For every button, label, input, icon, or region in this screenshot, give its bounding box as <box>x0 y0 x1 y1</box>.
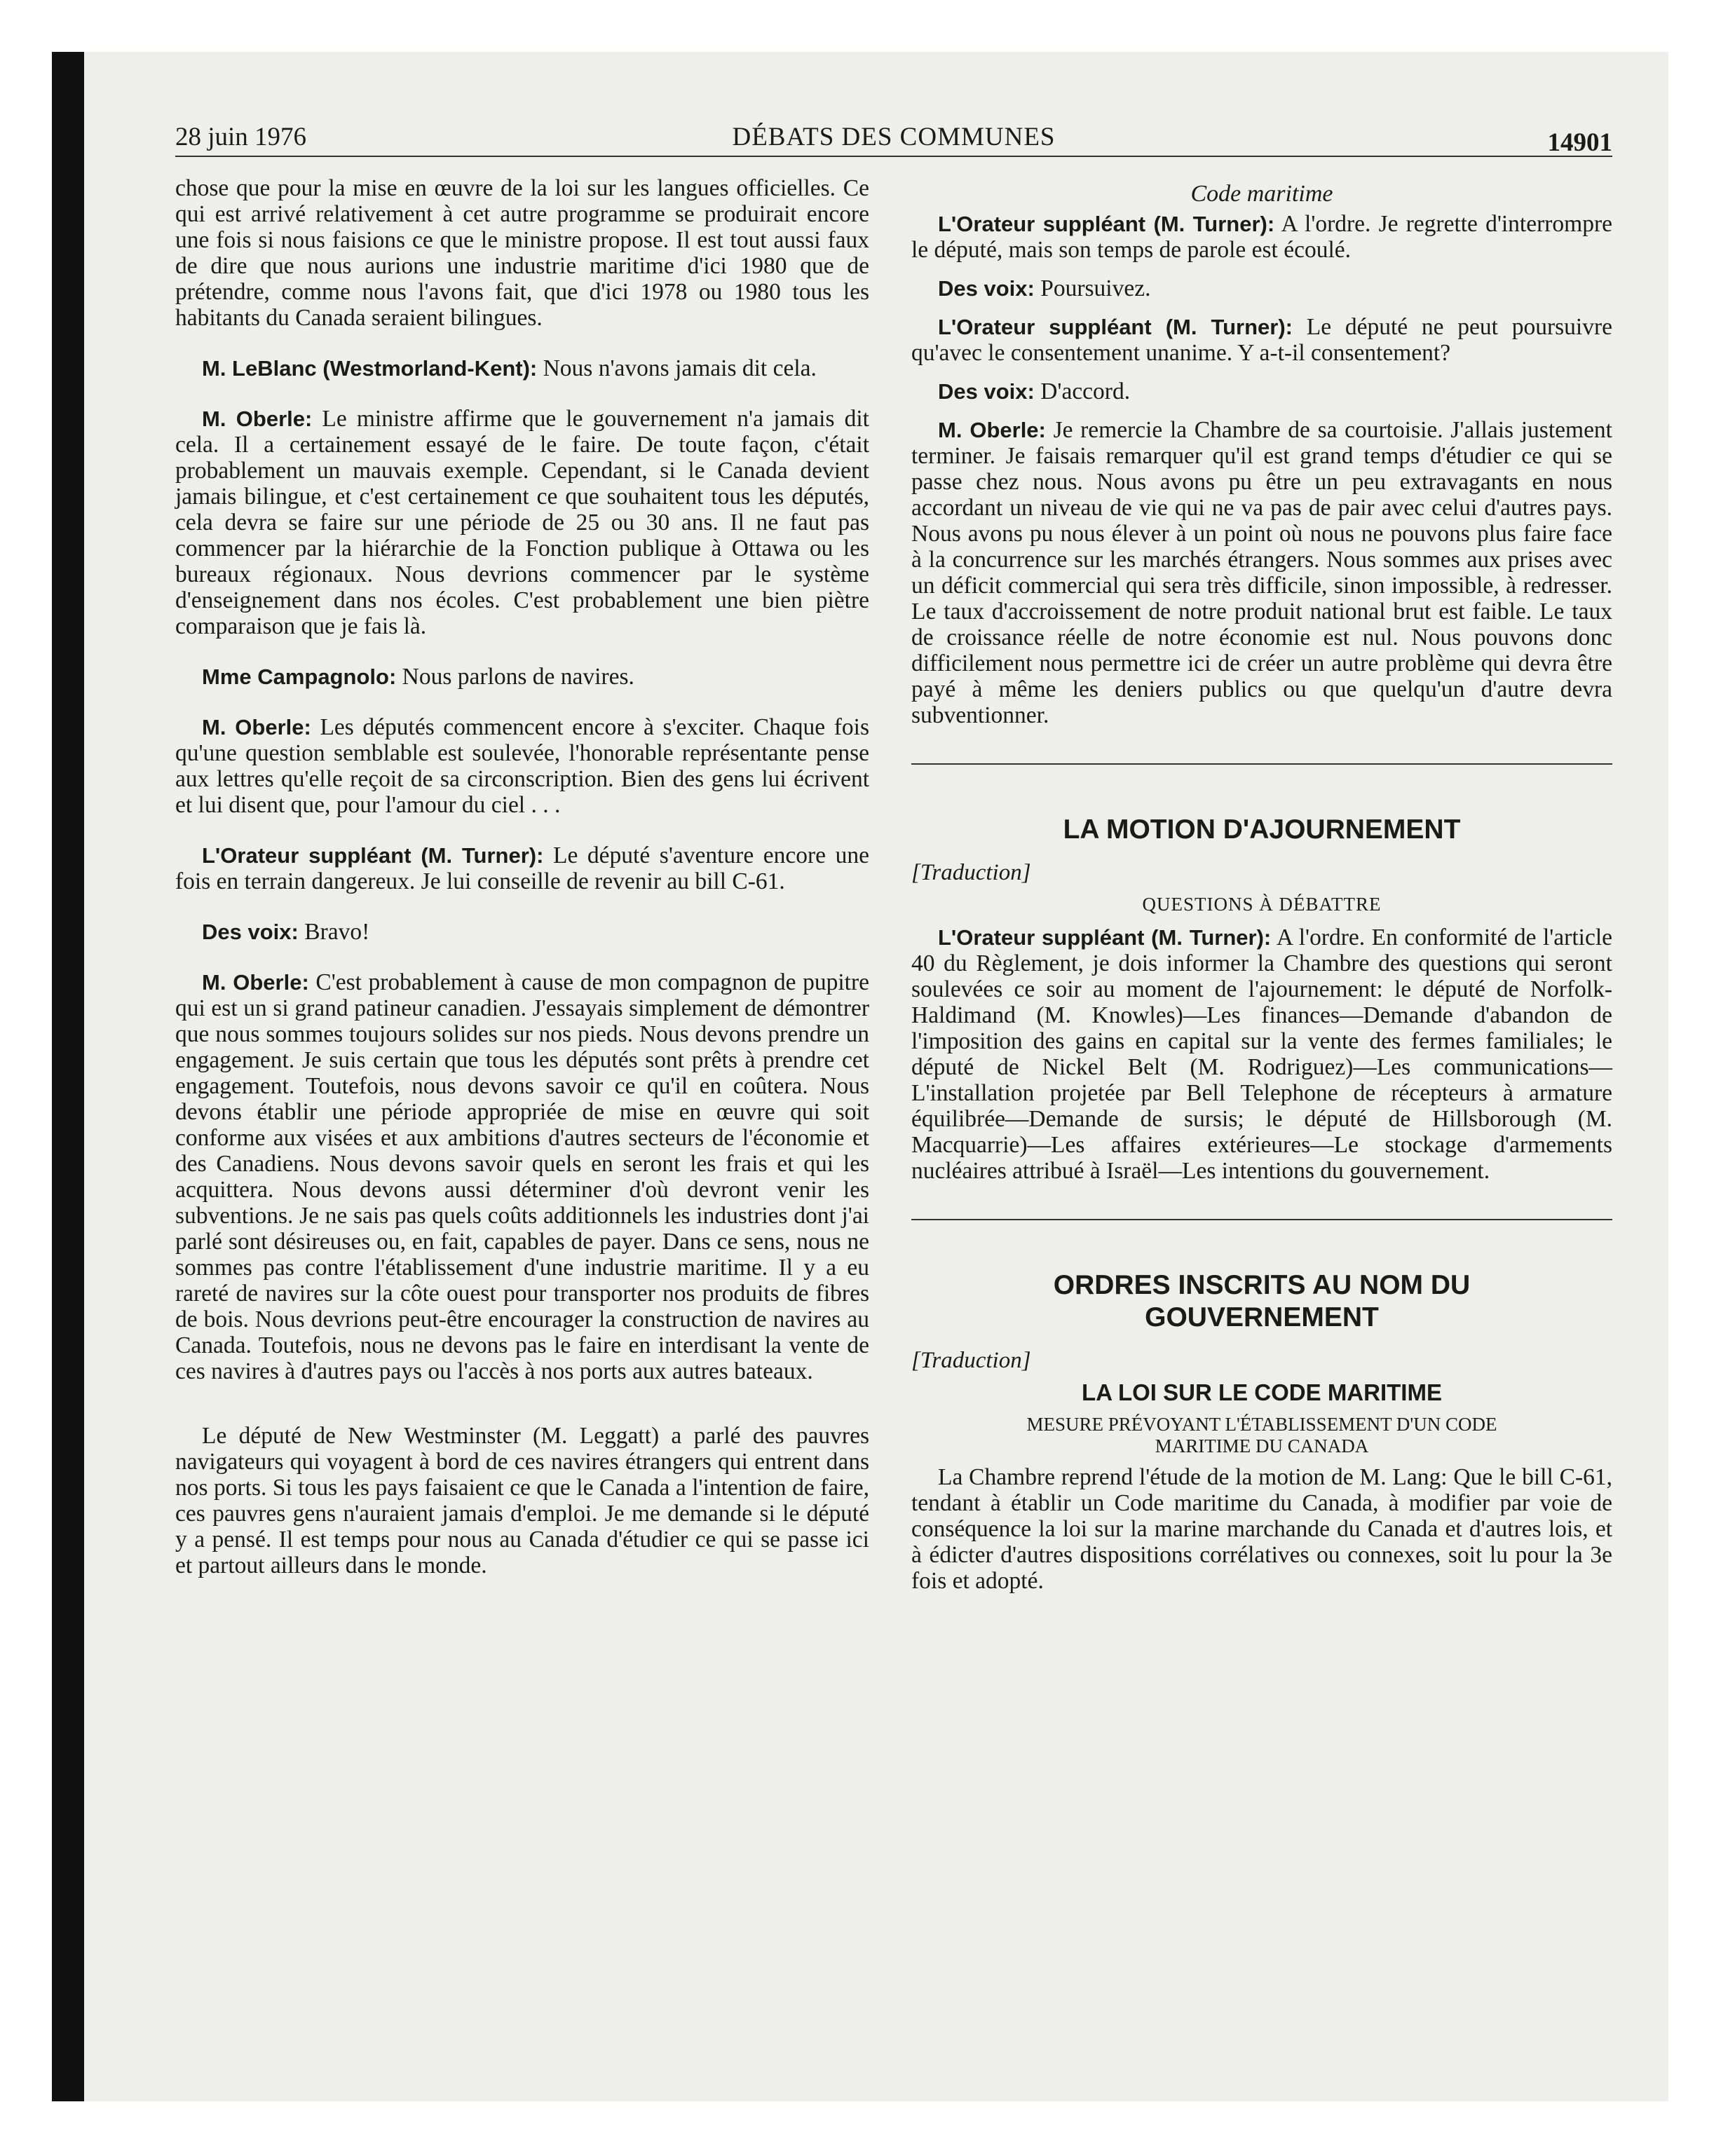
speech-text: Poursuivez. <box>1034 275 1151 301</box>
section-divider <box>911 1219 1612 1220</box>
speaker-name: L'Orateur suppléant (M. Turner): <box>938 212 1275 236</box>
paragraph: La Chambre reprend l'étude de la motion de M. Lang: Que le bill C-61, tendant à établir un Code maritime du Canada, à modifier par voie de conséquence la loi sur la marine marchande du Canada et d'autres lois, et à édicter d'autres dispositions corrélatives ou connexes, soit lu pour la 3e fois et adopté. <box>911 1464 1612 1594</box>
paragraph <box>911 275 1612 301</box>
translation-note: [Traduction] <box>911 860 1031 885</box>
section-title-line: ORDRES INSCRITS AU NOM DU <box>1053 1270 1471 1300</box>
header-date: 28 juin 1976 <box>175 123 307 151</box>
paragraph <box>911 925 1612 1184</box>
bill-title: LA LOI SUR LE CODE MARITIME <box>1082 1379 1442 1405</box>
paragraph: Le député de New Westminster (M. Leggatt) a parlé des pauvres navigateurs qui voyagent à bord de ces navires étrangers qui entrent dans nos ports. Si tous les pays faisaient ce que le Canada a l'intention de faire, ces pauvres gens n'auraient jamais d'emploi. Je me demande si le député y a pensé. Il est temps pour nous au Canada d'étudier ce qui se passe ici et partout ailleurs dans le monde. <box>175 1423 869 1578</box>
paragraph <box>175 969 869 1384</box>
paragraph <box>911 378 1612 404</box>
section-title: LA MOTION D'AJOURNEMENT <box>1063 814 1461 845</box>
section-title <box>911 1269 1612 1334</box>
speech-text: D'accord. <box>1034 378 1131 404</box>
speech-text: Bravo! <box>298 919 370 945</box>
right-column <box>911 181 1612 1618</box>
speech-text: A l'ordre. Je regrette d'interrompre le député, mais son temps de parole est écoulé. <box>911 211 1613 263</box>
speaker-name: M. Oberle: <box>938 418 1046 442</box>
speaker-name: Des voix: <box>938 276 1035 301</box>
paragraph <box>175 842 869 894</box>
left-column <box>175 175 869 1603</box>
section-divider <box>911 763 1612 765</box>
speaker-name: L'Orateur suppléant (M. Turner): <box>938 925 1272 950</box>
speech-text: Nous parlons de navires. <box>396 664 634 690</box>
bill-description <box>911 1414 1612 1457</box>
page-header <box>175 122 1612 157</box>
bill-description-line: MESURE PRÉVOYANT L'ÉTABLISSEMENT D'UN CODE <box>1026 1414 1497 1435</box>
speech-text: Les députés commencent encore à s'exciter. Chaque fois qu'une question semblable est soulevée, l'honorable représentante pense aux lettres qu'elle reçoit de sa circonscription. Bien des gens lui écrivent et lui disent que, pour l'amour du ciel . . . <box>175 714 869 818</box>
speaker-name: Des voix: <box>202 920 299 944</box>
speech-text: Je remercie la Chambre de sa courtoisie. J'allais justement terminer. Je faisais remarquer qu'il est grand temps d'étudier ce qui se passe chez nous. Nous avons pu être un peu extravagants en nous accordant un niveau de vie qui ne va pas de pair avec celui d'autres pays. Nous avons pu nous élever à un point où nous ne pouvons plus faire face à la concurrence sur les marchés étrangers. Nous sommes aux prises avec un déficit commercial qui sera très difficile, sinon impossible, à redresser. Le taux d'accroissement de notre produit national brut est faible. Le taux de croissance réelle de notre économie est nul. Nous pouvons donc difficilement nous permettre ici de créer un autre problème qui devra être payé à même les deniers publics ou que quelqu'un d'autre devra subventionner. <box>911 417 1612 728</box>
speaker-name: Mme Campagnolo: <box>202 664 397 689</box>
bill-description-line: MARITIME DU CANADA <box>1155 1435 1369 1456</box>
speech-text: Le ministre affirme que le gouvernement n'a jamais dit cela. Il a certainement essayé de le faire. De toute façon, c'était probablement un mauvais exemple. Cependant, si le Canada devient jamais bilingue, et c'est certainement ce que souhaitent tous les députés, cela devra se faire sur une période de 25 ou 30 ans. Il ne faut pas commencer par la hiérarchie de la Fonction publique à Ottawa ou les bureaux régionaux. Nous devrions commencer par le système d'enseignement dans nos écoles. C'est probablement une bien piètre comparaison que je fais là. <box>175 406 869 639</box>
paragraph <box>175 406 869 639</box>
translation-note: [Traduction] <box>911 1348 1031 1373</box>
paragraph: chose que pour la mise en œuvre de la loi sur les langues officielles. Ce qui est arrivé relativement à cet autre programme se produirait encore une fois si nous faisions ce que le ministre propose. Il est tout aussi faux de dire que nous aurions une industrie maritime d'ici 1980 que de prétendre, comme nous l'avons fait, que d'ici 1978 ou 1980 tous les habitants du Canada seraient bilingues. <box>175 175 869 331</box>
paragraph <box>911 417 1612 728</box>
speech-text: A l'ordre. En conformité de l'article 40 du Règlement, je dois informer la Chambre des questions qui seront soulevées ce soir au moment de l'ajournement: le député de Norfolk-Haldimand (M. Knowles)—Les finances—Demande d'abandon de l'imposition des gains en capital sur la vente des fermes familiales; le député de Nickel Belt (M. Rodriguez)—Les communications—L'installation projetée par Bell Telephone de récepteurs à armature équilibrée—Demande de sursis; le député de Hillsborough (M. Macquarrie)—Les affaires extérieures—Le stockage d'armements nucléaires attribué à Israël—Les intentions du gouvernement. <box>911 925 1612 1184</box>
speaker-name: Des voix: <box>938 379 1035 404</box>
speech-text: Le député ne peut poursuivre qu'avec le consentement unanime. Y a-t-il consentement? <box>911 314 1612 366</box>
paragraph <box>175 355 869 381</box>
speech-text: Nous n'avons jamais dit cela. <box>537 355 817 381</box>
speaker-name: L'Orateur suppléant (M. Turner): <box>938 315 1293 339</box>
speech-text: C'est probablement à cause de mon compagnon de pupitre qui est un si grand patineur canadien. J'essayais simplement de démontrer que nous sommes toujours solides sur nos pieds. Nous devons prendre un engagement. Je suis certain que tous les députés sont prêts à prendre cet engagement. Toutefois, nous devons savoir ce qu'il en coûtera. Nous devons établir une période appropriée de mise en œuvre qui soit conforme aux visées et aux ambitions d'autres secteurs de l'économie et des Canadiens. Nous devons savoir quels en seront les frais et qui les acquittera. Nous devons aussi déterminer d'où devront venir les subventions. Je ne sais pas quels coûts additionnels les industries dont j'ai parlé sont désireuses ou, en fait, capables de payer. Dans ce sens, nous ne sommes pas contre l'établissement d'une industrie maritime. Il y a eu rareté de navires sur la côte ouest pour transporter nos produits de fibres de bois. Nous devrions peut-être encourager la construction de navires au Canada. Toutefois, nous ne devons pas le faire en interdisant la vente de ces navires à d'autres pays ou l'accès à nos ports aux autres bateaux. <box>175 969 869 1384</box>
speaker-name: M. Oberle: <box>202 407 313 431</box>
paragraph <box>911 211 1612 263</box>
scan-binding-edge <box>52 52 84 2101</box>
paragraph <box>175 919 869 945</box>
section-subheading: QUESTIONS À DÉBATTRE <box>1142 894 1382 915</box>
speaker-name: M. Oberle: <box>202 970 309 995</box>
paragraph <box>175 714 869 818</box>
speech-text: Le député s'aventure encore une fois en terrain dangereux. Je lui conseille de revenir au bill C-61. <box>175 842 869 894</box>
header-title: DÉBATS DES COMMUNES <box>732 123 1056 151</box>
speaker-name: M. Oberle: <box>202 715 311 739</box>
page-number: 14901 <box>1547 128 1612 157</box>
speaker-name: M. LeBlanc (Westmorland-Kent): <box>202 356 538 381</box>
section-title-line: GOUVERNEMENT <box>1145 1302 1379 1332</box>
paragraph <box>911 314 1612 366</box>
speaker-name: L'Orateur suppléant (M. Turner): <box>202 843 544 868</box>
running-head: Code maritime <box>1190 181 1333 207</box>
paragraph <box>175 664 869 690</box>
